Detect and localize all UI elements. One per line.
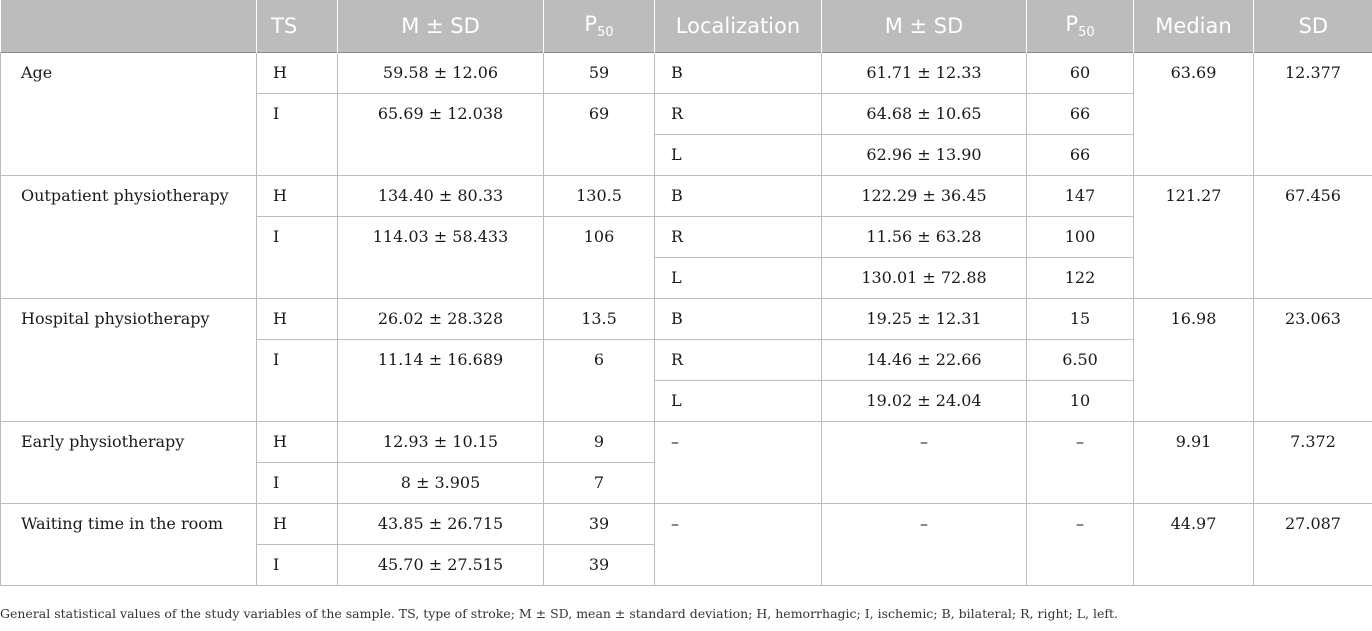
ts-p50: 69 [544, 94, 655, 176]
ts-type: I [257, 463, 338, 504]
ts-type: H [257, 176, 338, 217]
sd-value: 27.087 [1254, 504, 1372, 586]
header-ts: TS [257, 0, 338, 53]
header-p50-sub: 50 [1078, 25, 1095, 41]
ts-type: H [257, 504, 338, 545]
loc-p50: 66 [1027, 94, 1134, 135]
header-row [1, 0, 1372, 53]
ts-msd: 45.70 ± 27.515 [338, 545, 544, 586]
header-msd-loc: M ± SD [822, 0, 1027, 53]
loc-msd: 122.29 ± 36.45 [822, 176, 1027, 217]
header-msd-ts: M ± SD [338, 0, 544, 53]
ts-p50: 130.5 [544, 176, 655, 217]
ts-msd: 43.85 ± 26.715 [338, 504, 544, 545]
sd-value: 7.372 [1254, 422, 1372, 504]
table-header [1, 0, 1372, 53]
header-p50-base: P [584, 11, 598, 36]
header-variable [1, 0, 257, 53]
ts-msd: 8 ± 3.905 [338, 463, 544, 504]
table-footnote: General statistical values of the study variables of the sample. TS, type of stroke; M ± SD, mean ± standard deviation; H, hemorrhagic; I, ischemic; B, bilateral; R, right; L, left. [0, 606, 1118, 621]
table-row [1, 176, 1372, 217]
ts-msd: 114.03 ± 58.433 [338, 217, 544, 299]
loc-msd: 61.71 ± 12.33 [822, 53, 1027, 94]
loc-type: R [655, 217, 822, 258]
sd-value: 67.456 [1254, 176, 1372, 299]
median-value: 9.91 [1134, 422, 1254, 504]
sd-value: 23.063 [1254, 299, 1372, 422]
loc-p50: 100 [1027, 217, 1134, 258]
loc-type: – [655, 422, 822, 504]
loc-type: – [655, 504, 822, 586]
ts-msd: 11.14 ± 16.689 [338, 340, 544, 422]
median-value: 16.98 [1134, 299, 1254, 422]
loc-p50: 6.50 [1027, 340, 1134, 381]
ts-p50: 39 [544, 545, 655, 586]
header-p50-base: P [1065, 11, 1079, 36]
loc-type: L [655, 258, 822, 299]
loc-type: L [655, 135, 822, 176]
ts-msd: 65.69 ± 12.038 [338, 94, 544, 176]
ts-type: H [257, 299, 338, 340]
loc-type: B [655, 176, 822, 217]
median-value: 44.97 [1134, 504, 1254, 586]
loc-p50: 122 [1027, 258, 1134, 299]
loc-p50: 66 [1027, 135, 1134, 176]
header-median: Median [1134, 0, 1254, 53]
variable-label: Outpatient physiotherapy [1, 176, 257, 299]
table-body [1, 53, 1372, 586]
loc-p50: 147 [1027, 176, 1134, 217]
ts-p50: 59 [544, 53, 655, 94]
loc-p50: – [1027, 422, 1134, 504]
loc-msd: 130.01 ± 72.88 [822, 258, 1027, 299]
loc-msd: 64.68 ± 10.65 [822, 94, 1027, 135]
header-p50-loc [1027, 0, 1134, 53]
variable-label: Waiting time in the room [1, 504, 257, 586]
loc-msd: 62.96 ± 13.90 [822, 135, 1027, 176]
loc-type: R [655, 94, 822, 135]
header-sd: SD [1254, 0, 1372, 53]
ts-msd: 12.93 ± 10.15 [338, 422, 544, 463]
table-row [1, 53, 1372, 94]
loc-p50: 60 [1027, 53, 1134, 94]
ts-p50: 39 [544, 504, 655, 545]
loc-msd: 11.56 ± 63.28 [822, 217, 1027, 258]
loc-p50: – [1027, 504, 1134, 586]
table-row [1, 299, 1372, 340]
loc-type: R [655, 340, 822, 381]
loc-msd: – [822, 422, 1027, 504]
ts-type: I [257, 545, 338, 586]
header-p50-sub: 50 [597, 25, 614, 41]
ts-msd: 134.40 ± 80.33 [338, 176, 544, 217]
ts-msd: 59.58 ± 12.06 [338, 53, 544, 94]
table-row [1, 504, 1372, 545]
header-p50-ts [544, 0, 655, 53]
ts-msd: 26.02 ± 28.328 [338, 299, 544, 340]
loc-msd: 14.46 ± 22.66 [822, 340, 1027, 381]
sd-value: 12.377 [1254, 53, 1372, 176]
loc-msd: – [822, 504, 1027, 586]
variable-label: Age [1, 53, 257, 176]
median-value: 121.27 [1134, 176, 1254, 299]
ts-type: I [257, 94, 338, 176]
variable-label: Hospital physiotherapy [1, 299, 257, 422]
ts-p50: 9 [544, 422, 655, 463]
ts-p50: 13.5 [544, 299, 655, 340]
variable-label: Early physiotherapy [1, 422, 257, 504]
ts-p50: 106 [544, 217, 655, 299]
loc-msd: 19.02 ± 24.04 [822, 381, 1027, 422]
loc-type: B [655, 299, 822, 340]
header-localization: Localization [655, 0, 822, 53]
ts-type: I [257, 217, 338, 299]
loc-type: L [655, 381, 822, 422]
ts-p50: 6 [544, 340, 655, 422]
loc-msd: 19.25 ± 12.31 [822, 299, 1027, 340]
loc-p50: 15 [1027, 299, 1134, 340]
ts-type: I [257, 340, 338, 422]
table-row [1, 422, 1372, 463]
ts-type: H [257, 53, 338, 94]
loc-type: B [655, 53, 822, 94]
ts-type: H [257, 422, 338, 463]
median-value: 63.69 [1134, 53, 1254, 176]
loc-p50: 10 [1027, 381, 1134, 422]
ts-p50: 7 [544, 463, 655, 504]
